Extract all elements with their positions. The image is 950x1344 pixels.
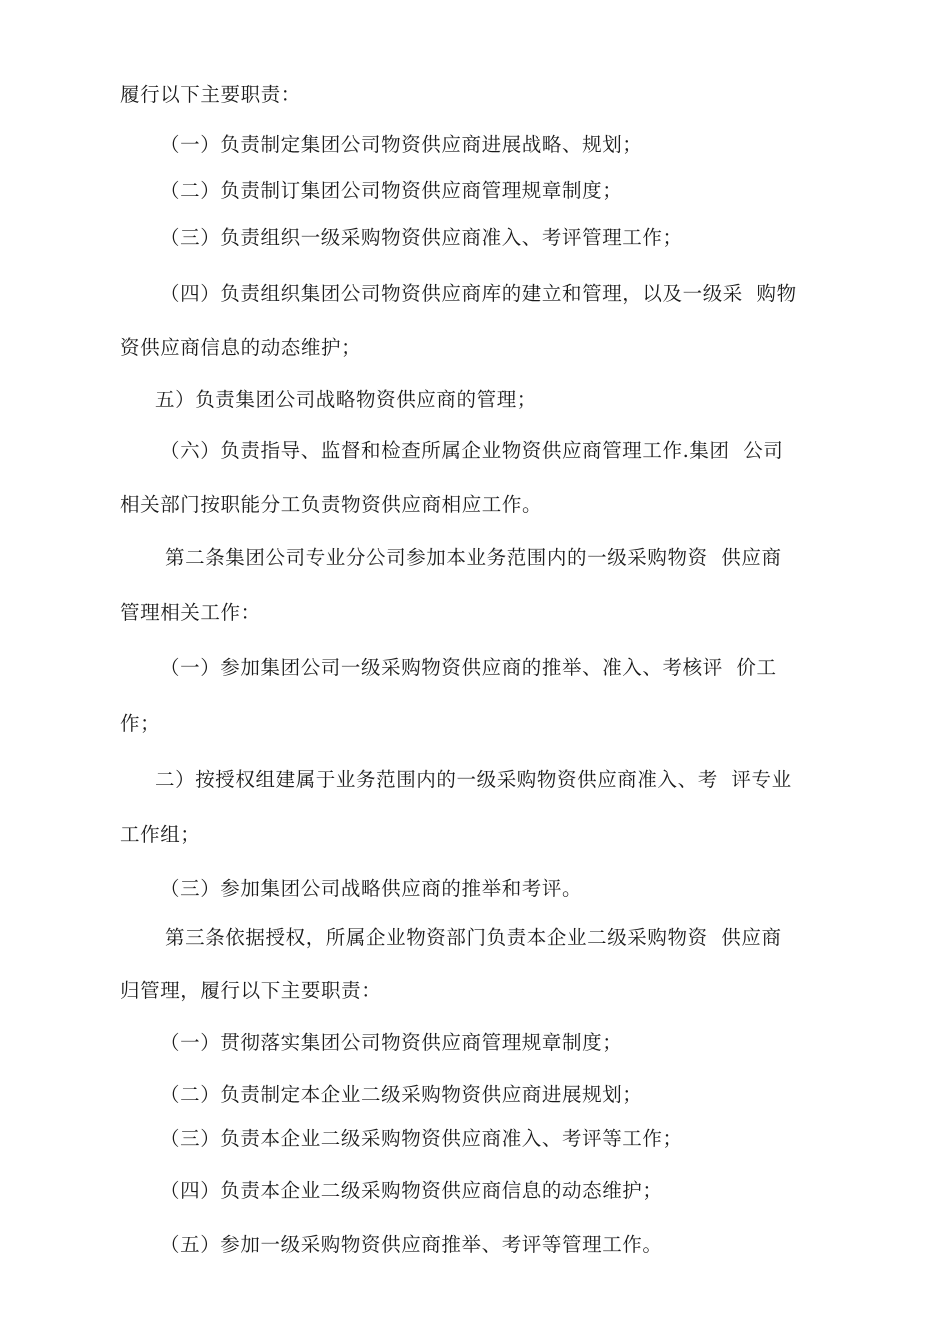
- text-line: （四）负责本企业二级采购物资供应商信息的动态维护；: [160, 1179, 663, 1202]
- text-line: 工作组；: [120, 823, 201, 846]
- text-line: （五）参加一级采购物资供应商推举、考评等管理工作。: [160, 1233, 663, 1256]
- text-line: 相关部门按职能分工负责物资供应商相应工作。: [120, 493, 543, 516]
- text-line: （二）负责制定本企业二级采购物资供应商进展规划；: [160, 1083, 643, 1106]
- text-line: 归管理，履行以下主要职责：: [120, 979, 382, 1002]
- text-line: （六）负责指导、监督和检查所属企业物资供应商管理工作.集团 公司: [160, 439, 784, 462]
- text-line: （四）负责组织集团公司物资供应商库的建立和管理，以及一级采 购物: [160, 282, 797, 305]
- text-line: （三）参加集团公司战略供应商的推举和考评。: [160, 877, 583, 900]
- text-line: 二）按授权组建属于业务范围内的一级采购物资供应商准入、考 评专业: [155, 768, 792, 791]
- text-line: 作；: [120, 712, 161, 735]
- text-line: （一）负责制定集团公司物资供应商进展战略、规划；: [160, 133, 643, 156]
- text-line: 管理相关工作：: [120, 601, 261, 624]
- text-line: 五）负责集团公司战略物资供应商的管理；: [155, 388, 537, 411]
- text-line: （三）负责组织一级采购物资供应商准入、考评管理工作；: [160, 226, 683, 249]
- text-line: 资供应商信息的动态维护；: [120, 336, 362, 359]
- text-line: 第二条集团公司专业分公司参加本业务范围内的一级采购物资 供应商: [165, 546, 782, 569]
- text-line: （三）负责本企业二级采购物资供应商准入、考评等工作；: [160, 1127, 683, 1150]
- text-line: 履行以下主要职责：: [120, 83, 301, 106]
- text-line: （二）负责制订集团公司物资供应商管理规章制度；: [160, 179, 623, 202]
- text-line: （一）参加集团公司一级采购物资供应商的推举、准入、考核评 价工: [160, 656, 777, 679]
- text-line: （一）贯彻落实集团公司物资供应商管理规章制度；: [160, 1031, 623, 1054]
- text-line: 第三条依据授权，所属企业物资部门负责本企业二级采购物资 供应商: [165, 926, 782, 949]
